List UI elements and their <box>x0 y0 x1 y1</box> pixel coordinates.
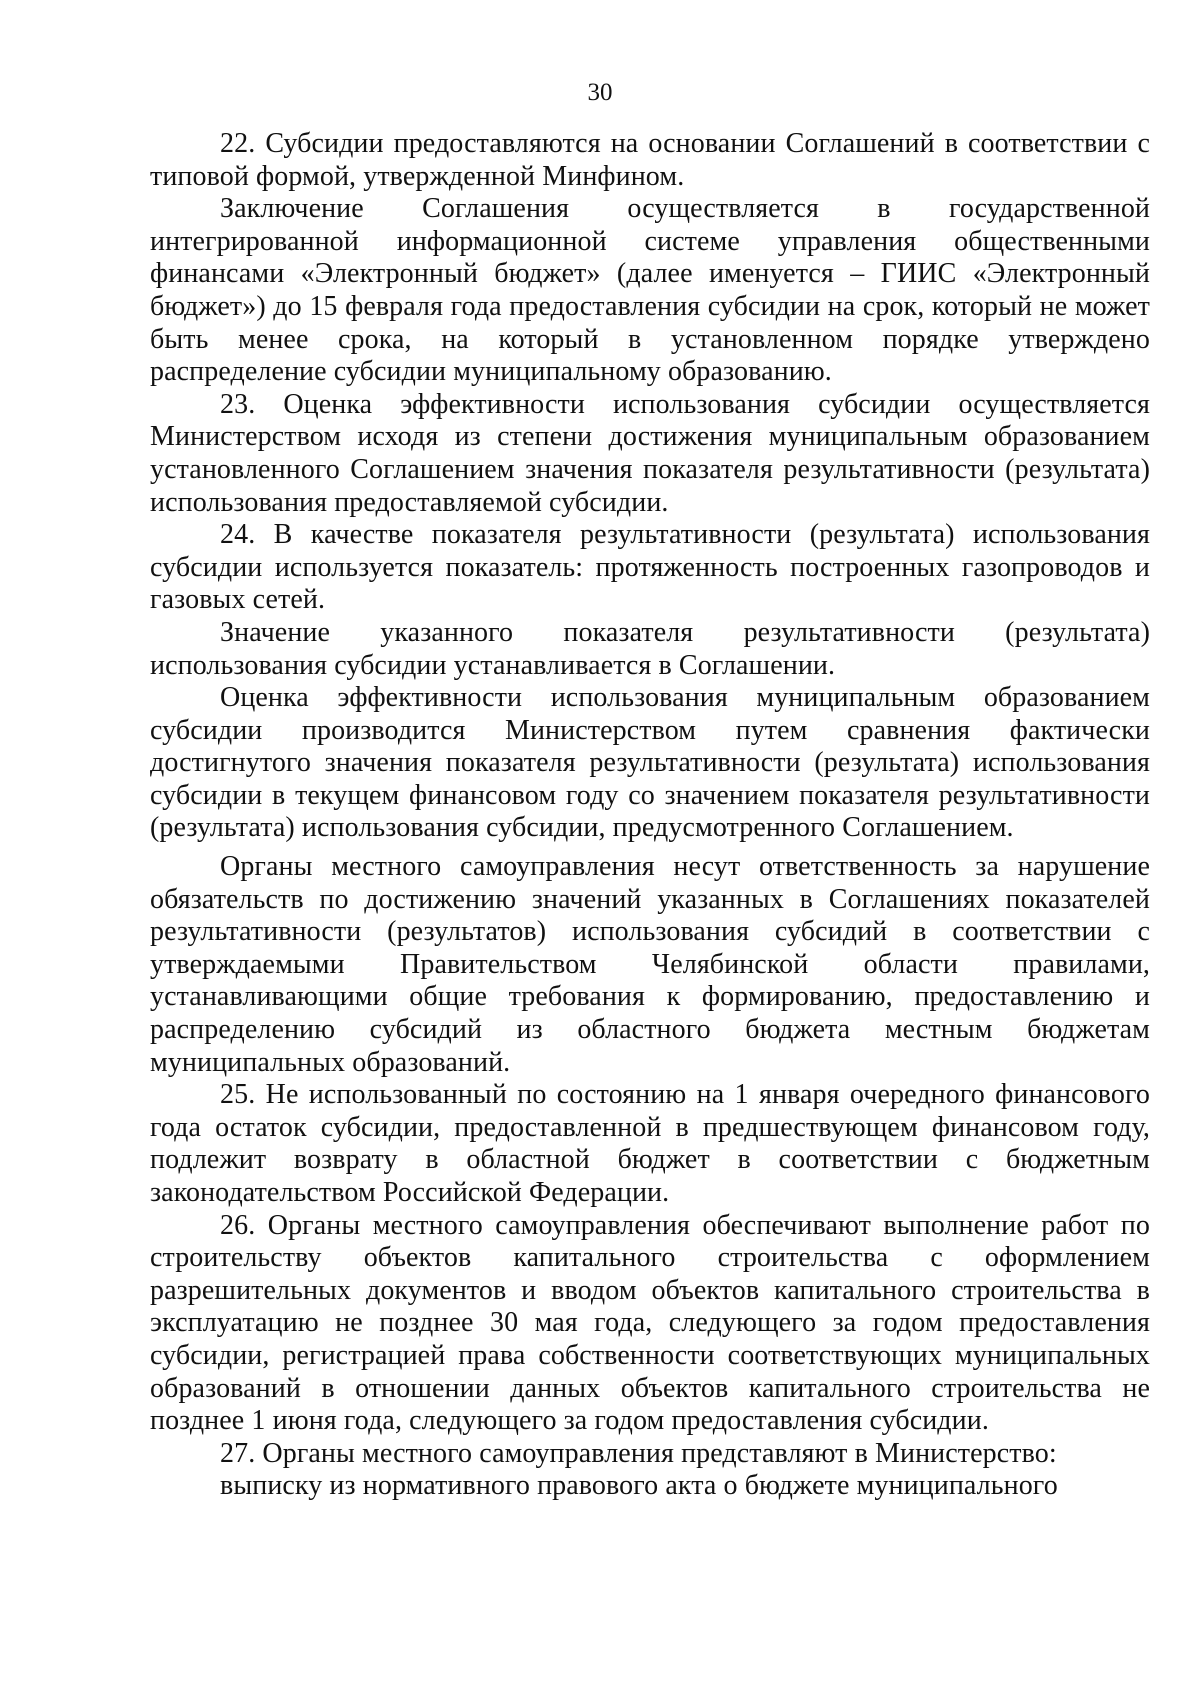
paragraph-27: 27. Органы местного самоуправления представляют в Министерство: <box>220 1437 1057 1469</box>
paragraph-22: 22. Субсидии предоставляются на основании Соглашений в соответствии с типовой формой, утвержденной Минфином. <box>150 128 1150 192</box>
paragraph-24: 24. В качестве показателя результативности (результата) использования субсидии используется показатель: протяженность построенных газопроводов и газовых сетей. <box>150 519 1150 616</box>
paragraph-26: 26. Органы местного самоуправления обеспечивают выполнение работ по строительству объектов капитального строительства с оформлением разрешительных документов и вводом объектов капитального строительства в эксплуатацию не позднее 30 мая года, следующего за годом предоставления субсидии, регистрацией права собственности соответствующих муниципальных образований в отношении данных объектов капитального строительства не позднее 1 июня года, следующего за годом предоставления субсидии. <box>150 1209 1150 1437</box>
paragraph-24-value: Значение указанного показателя результативности (результата) использования субсидии устанавливается в Соглашении. <box>150 616 1150 681</box>
paragraph-23: 23. Оценка эффективности использования субсидии осуществляется Министерством исходя из степени достижения муниципальным образованием установленного Соглашением значения показателя результативности (результата) использования предоставляемой субсидии. <box>150 388 1150 518</box>
paragraph-27-extract: выписку из нормативного правового акта о бюджете муниципального <box>220 1470 1058 1502</box>
paragraph-24-evaluation: Оценка эффективности использования муниципальным образованием субсидии производится Министерством путем сравнения фактически достигнутого значения показателя результативности (результата) использования субсидии в текущем финансовом году со значением показателя результативности (результата) использования субсидии, предусмотренного Соглашением. <box>150 682 1150 844</box>
paragraph-25: 25. Не использованный по состоянию на 1 января очередного финансового года остаток субсидии, предоставленной в предшествующем финансовом году, подлежит возврату в областной бюджет в соответствии с бюджетным законодательством Российской Федерации. <box>150 1079 1150 1208</box>
page-number: 30 <box>587 79 613 106</box>
paragraph-22-agreement: Заключение Соглашения осуществляется в государственной интегрированной информационной системе управления общественными финансами «Электронный бюджет» (далее именуется – ГИИС «Электронный бюджет») до 15 февраля года предоставления субсидии на срок, который не может быть менее срока, на который в установленном порядке утверждено распределение субсидии муниципальному образованию. <box>150 193 1150 388</box>
paragraph-responsibility: Органы местного самоуправления несут ответственность за нарушение обязательств по достижению значений указанных в Соглашениях показателей результативности (результатов) использования субсидий в соответствии с утверждаемыми Правительством Челябинской области правилами, устанавливающими общие требования к формированию, предоставлению и распределению субсидий из областного бюджета местным бюджетам муниципальных образований. <box>150 851 1150 1078</box>
document-body <box>150 128 1150 1503</box>
